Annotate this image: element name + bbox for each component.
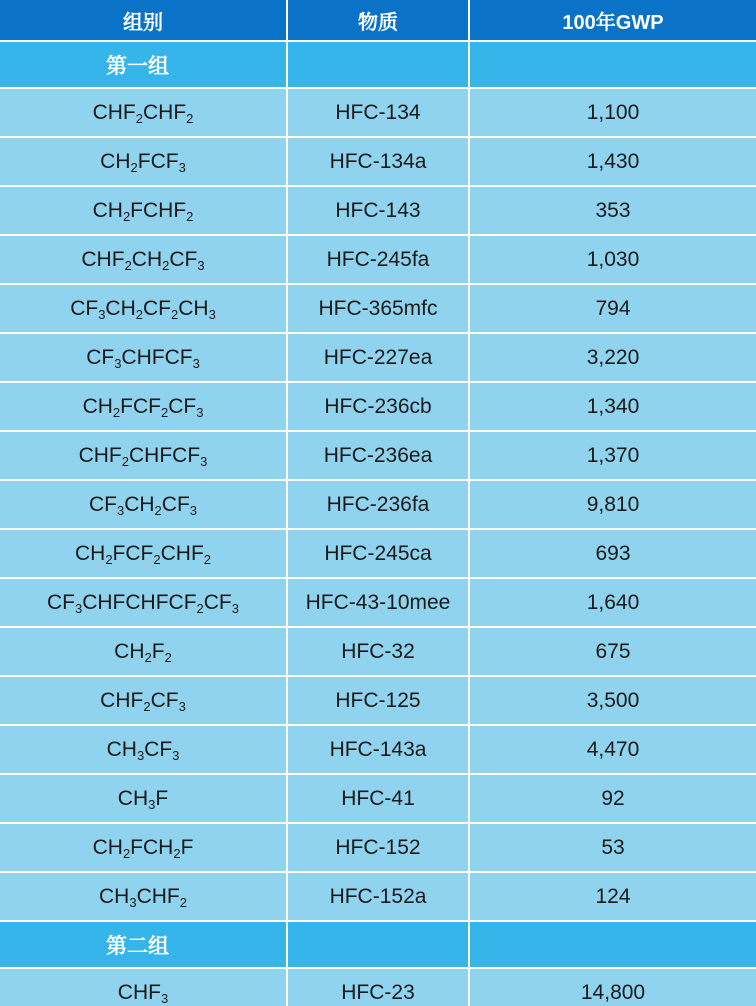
- gwp-cell: 1,030: [469, 235, 756, 284]
- formula-cell: [0, 529, 287, 578]
- substance-cell: HFC-152a: [287, 872, 469, 921]
- group-row: [0, 41, 756, 88]
- formula-subscript: 3: [114, 355, 122, 371]
- formula-text: CF: [144, 737, 173, 761]
- formula-subscript: 2: [122, 208, 131, 224]
- formula-subscript: 2: [203, 551, 212, 567]
- formula-text: CH: [131, 247, 163, 271]
- formula-text: CH: [100, 149, 131, 173]
- formula-subscript: 2: [154, 502, 162, 518]
- formula-cell: [0, 480, 287, 529]
- formula-subscript: 2: [173, 845, 181, 861]
- gwp-cell: 3,500: [469, 676, 756, 725]
- formula-cell: [0, 431, 287, 480]
- formula-cell: [0, 284, 287, 333]
- formula-subscript: 2: [164, 649, 172, 665]
- formula-text: CH: [117, 786, 149, 810]
- table-row: [0, 676, 756, 725]
- formula-text: F: [155, 786, 169, 810]
- formula-cell: [0, 823, 287, 872]
- formula-text: CHF: [143, 100, 187, 124]
- substance-cell: HFC-245fa: [287, 235, 469, 284]
- formula-subscript: 3: [116, 502, 125, 518]
- formula-subscript: 3: [196, 404, 204, 420]
- table-row: [0, 872, 756, 921]
- substance-cell: HFC-134a: [287, 137, 469, 186]
- group-empty-cell: [469, 41, 756, 88]
- formula-text: CF: [169, 247, 198, 271]
- formula-cell: [0, 333, 287, 382]
- formula-subscript: 3: [178, 159, 186, 175]
- gwp-cell: 92: [469, 774, 756, 823]
- formula-text: CF: [168, 394, 197, 418]
- formula-text: CH: [114, 639, 145, 663]
- formula-text: FCF: [137, 149, 179, 173]
- table-body: [0, 41, 756, 1006]
- formula-subscript: 2: [121, 453, 129, 469]
- formula-text: CHF: [160, 541, 204, 565]
- substance-cell: HFC-365mfc: [287, 284, 469, 333]
- header-gwp: 100年GWP: [469, 0, 756, 41]
- formula-subscript: 3: [208, 306, 216, 322]
- formula-cell: [0, 725, 287, 774]
- formula-subscript: 3: [178, 698, 186, 714]
- substance-cell: HFC-143a: [287, 725, 469, 774]
- formula-text: CH: [92, 198, 123, 222]
- formula-cell: [0, 382, 287, 431]
- table-row: [0, 774, 756, 823]
- formula-cell: [0, 88, 287, 137]
- gwp-cell: 3,220: [469, 333, 756, 382]
- formula-subscript: 2: [179, 894, 187, 910]
- formula-text: CHF: [100, 688, 144, 712]
- gwp-cell: 1,640: [469, 578, 756, 627]
- group-empty-cell: [287, 41, 469, 88]
- gwp-cell: 4,470: [469, 725, 756, 774]
- formula-subscript: 3: [98, 306, 106, 322]
- gwp-cell: 124: [469, 872, 756, 921]
- table-row: [0, 968, 756, 1006]
- substance-cell: HFC-152: [287, 823, 469, 872]
- formula-text: CHF: [136, 884, 180, 908]
- formula-text: CH: [92, 835, 123, 859]
- formula-text: CH: [99, 884, 130, 908]
- formula-subscript: 3: [189, 502, 198, 518]
- formula-subscript: 2: [160, 404, 169, 420]
- formula-text: CF: [70, 296, 99, 320]
- formula-text: CHFCHFCF: [82, 590, 197, 614]
- gwp-cell: 353: [469, 186, 756, 235]
- table-row: [0, 480, 756, 529]
- formula-subscript: 2: [171, 306, 179, 322]
- formula-subscript: 3: [74, 600, 83, 616]
- formula-cell: [0, 774, 287, 823]
- formula-cell: [0, 968, 287, 1006]
- table-row: [0, 186, 756, 235]
- group-empty-cell: [287, 921, 469, 968]
- substance-cell: HFC-134: [287, 88, 469, 137]
- substance-cell: HFC-245ca: [287, 529, 469, 578]
- formula-text: FCHF: [130, 198, 187, 222]
- formula-subscript: 3: [129, 894, 137, 910]
- formula-text: CHF: [78, 443, 122, 467]
- group-empty-cell: [469, 921, 756, 968]
- formula-text: CH: [106, 737, 137, 761]
- formula-text: CH: [105, 296, 136, 320]
- formula-subscript: 2: [105, 551, 113, 567]
- substance-cell: HFC-32: [287, 627, 469, 676]
- formula-text: CH: [124, 492, 155, 516]
- substance-cell: HFC-125: [287, 676, 469, 725]
- formula-text: F: [180, 835, 194, 859]
- substance-cell: HFC-227ea: [287, 333, 469, 382]
- substance-cell: HFC-236ea: [287, 431, 469, 480]
- formula-subscript: 3: [172, 747, 180, 763]
- formula-subscript: 3: [231, 600, 239, 616]
- table-row: [0, 725, 756, 774]
- formula-subscript: 2: [130, 159, 138, 175]
- substance-cell: HFC-143: [287, 186, 469, 235]
- header-row: [0, 0, 756, 41]
- substance-cell: HFC-236cb: [287, 382, 469, 431]
- gwp-cell: 1,430: [469, 137, 756, 186]
- table-row: [0, 529, 756, 578]
- table-row: [0, 627, 756, 676]
- formula-cell: [0, 627, 287, 676]
- gwp-cell: 1,100: [469, 88, 756, 137]
- formula-text: CF: [143, 296, 171, 320]
- formula-subscript: 2: [186, 110, 194, 126]
- formula-subscript: 3: [200, 453, 208, 469]
- formula-subscript: 2: [122, 845, 131, 861]
- gwp-cell: 14,800: [469, 968, 756, 1006]
- formula-text: CF: [86, 345, 115, 369]
- formula-text: CHF: [117, 980, 161, 1004]
- formula-subscript: 2: [144, 649, 152, 665]
- table-row: [0, 333, 756, 382]
- formula-subscript: 3: [136, 747, 145, 763]
- formula-cell: [0, 578, 287, 627]
- formula-text: CF: [88, 492, 117, 516]
- formula-text: CHFCF: [129, 443, 201, 467]
- formula-subscript: 3: [192, 355, 200, 371]
- formula-cell: [0, 186, 287, 235]
- header-substance: 物质: [287, 0, 469, 41]
- formula-cell: [0, 235, 287, 284]
- substance-cell: HFC-41: [287, 774, 469, 823]
- formula-text: FCF: [112, 541, 154, 565]
- header-group: 组别: [0, 0, 287, 41]
- formula-subscript: 2: [162, 257, 170, 273]
- formula-text: CHF: [81, 247, 125, 271]
- table-row: [0, 235, 756, 284]
- formula-cell: [0, 872, 287, 921]
- formula-subscript: 3: [148, 796, 156, 812]
- group-row: [0, 921, 756, 968]
- group-name: 第一组: [0, 41, 287, 88]
- table-row: [0, 88, 756, 137]
- formula-text: CF: [150, 688, 179, 712]
- formula-text: CH: [74, 541, 106, 565]
- formula-text: F: [151, 639, 165, 663]
- formula-subscript: 2: [135, 110, 143, 126]
- formula-subscript: 2: [124, 257, 132, 273]
- table-row: [0, 431, 756, 480]
- formula-subscript: 3: [160, 990, 169, 1006]
- gwp-cell: 1,340: [469, 382, 756, 431]
- formula-text: CHFCF: [121, 345, 193, 369]
- gwp-cell: 1,370: [469, 431, 756, 480]
- formula-subscript: 2: [143, 698, 151, 714]
- formula-text: CF: [46, 590, 75, 614]
- formula-text: CHF: [92, 100, 136, 124]
- formula-text: CH: [82, 394, 113, 418]
- table-row: [0, 823, 756, 872]
- gwp-cell: 693: [469, 529, 756, 578]
- substance-cell: HFC-43-10mee: [287, 578, 469, 627]
- gwp-cell: 675: [469, 627, 756, 676]
- formula-subscript: 2: [112, 404, 121, 420]
- formula-subscript: 3: [197, 257, 205, 273]
- formula-text: FCH: [130, 835, 174, 859]
- formula-subscript: 2: [153, 551, 161, 567]
- table-row: [0, 382, 756, 431]
- gwp-cell: 794: [469, 284, 756, 333]
- formula-text: CH: [178, 296, 209, 320]
- table-row: [0, 137, 756, 186]
- formula-cell: [0, 676, 287, 725]
- group-name: 第二组: [0, 921, 287, 968]
- table-row: [0, 578, 756, 627]
- gwp-cell: 53: [469, 823, 756, 872]
- substance-cell: HFC-236fa: [287, 480, 469, 529]
- table-row: [0, 284, 756, 333]
- formula-text: FCF: [120, 394, 161, 418]
- formula-subscript: 2: [186, 208, 194, 224]
- substance-cell: HFC-23: [287, 968, 469, 1006]
- formula-subscript: 2: [135, 306, 143, 322]
- formula-text: CF: [161, 492, 190, 516]
- formula-subscript: 2: [196, 600, 204, 616]
- formula-cell: [0, 137, 287, 186]
- gwp-cell: 9,810: [469, 480, 756, 529]
- formula-text: CF: [203, 590, 232, 614]
